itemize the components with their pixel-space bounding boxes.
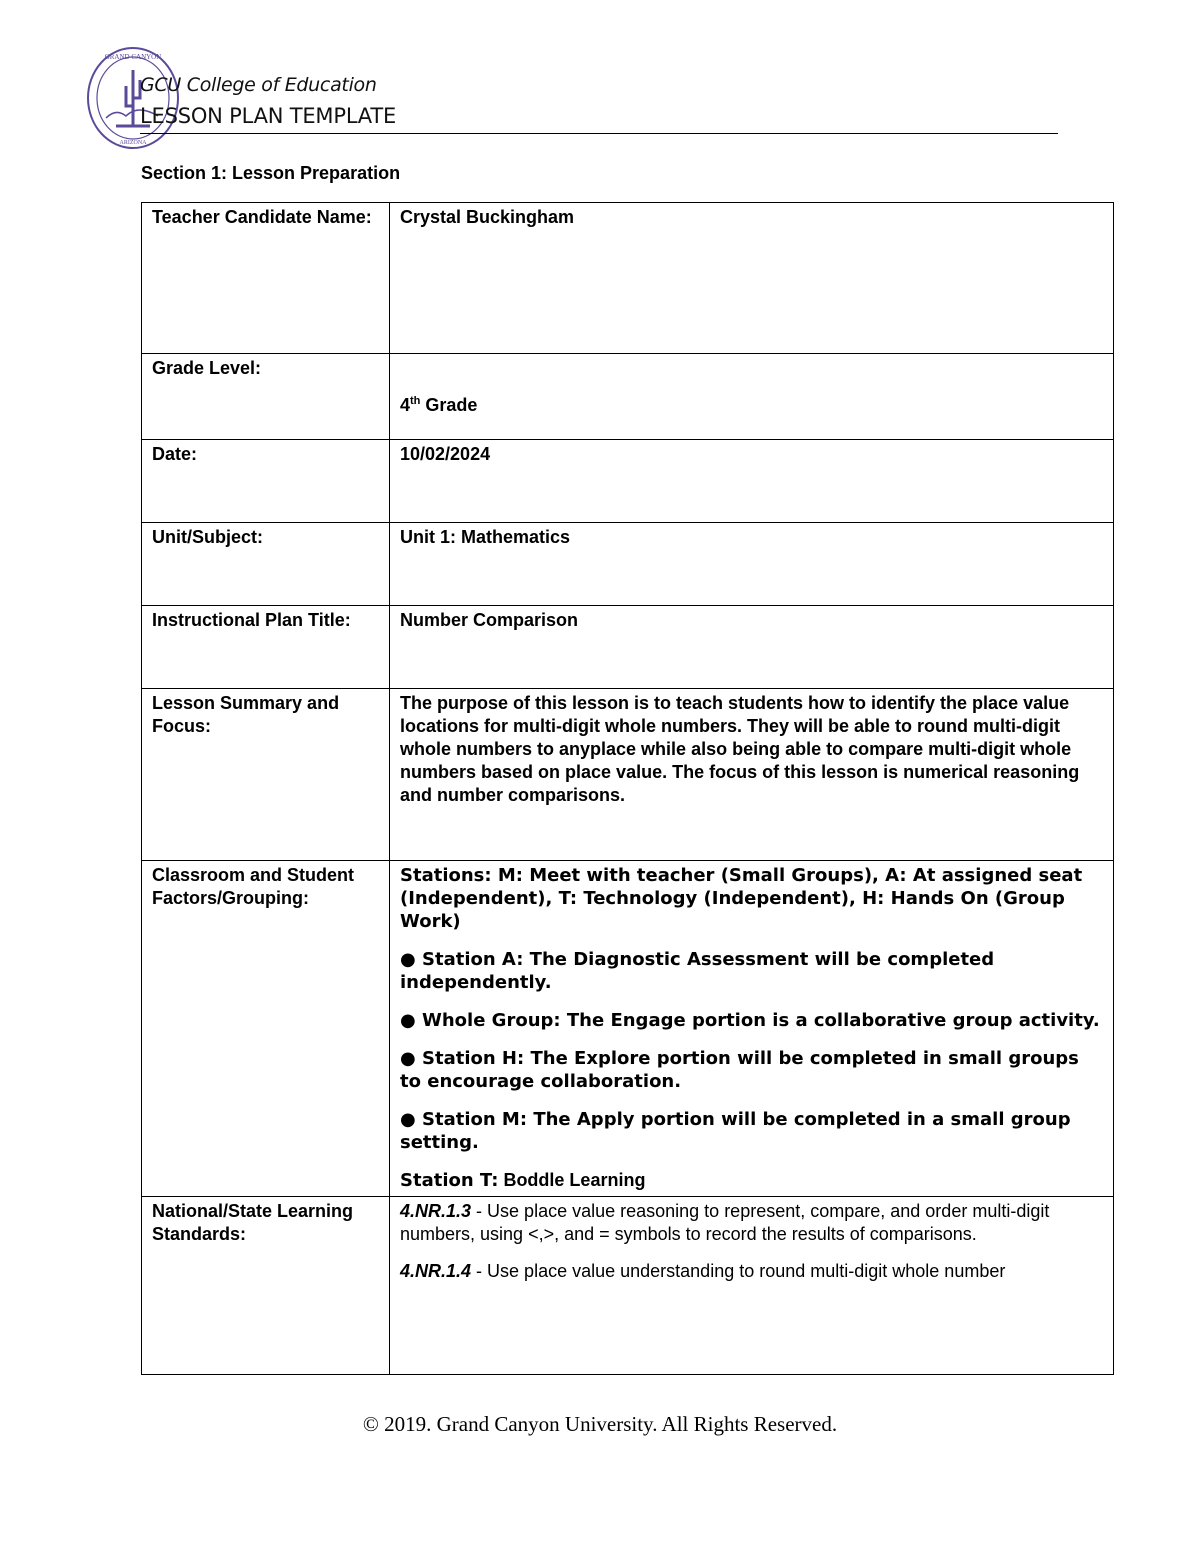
copyright-footer: © 2019. Grand Canyon University. All Rights Reserved. <box>362 1412 838 1436</box>
table-row-date <box>142 440 1114 523</box>
unit-label: Unit/Subject: <box>142 523 390 606</box>
lesson-plan-table <box>141 202 1114 1375</box>
table-row-summary <box>142 689 1114 861</box>
summary-label: Lesson Summary and Focus: <box>142 689 390 861</box>
grade-label: Grade Level: <box>142 354 390 440</box>
standard-item: 4.NR.1.4 - Use place value understanding to round multi-digit whole number <box>400 1261 1006 1281</box>
table-row-standards <box>142 1197 1114 1375</box>
section-heading: Section 1: Lesson Preparation <box>141 163 401 183</box>
university-seal-logo <box>86 46 180 150</box>
table-row-teacher <box>142 203 1114 354</box>
table-row-title <box>142 606 1114 689</box>
grade-value <box>390 354 1114 440</box>
title-label: Instructional Plan Title: <box>142 606 390 689</box>
standards-label: National/State Learning Standards: <box>142 1197 390 1375</box>
list-item: ● Station A: The Diagnostic Assessment will be completed independently. <box>400 949 995 993</box>
template-title: LESSON PLAN TEMPLATE <box>140 104 397 128</box>
college-name: GCU College of Education <box>140 74 377 96</box>
table-row-unit <box>142 523 1114 606</box>
table-row-grade <box>142 354 1114 440</box>
grouping-value <box>390 861 1114 1197</box>
date-label: Date: <box>142 440 390 523</box>
list-item: ● Station M: The Apply portion will be completed in a small group setting. <box>400 1109 1071 1153</box>
grade-suffix: th <box>410 395 421 407</box>
stations-intro: Stations: M: Meet with teacher (Small Groups), A: At assigned seat (Independent), T: Technology (Independent), H: Hands On (Group Work) <box>400 865 1083 932</box>
teacher-value: Crystal Buckingham <box>390 203 1114 354</box>
standard-item: 4.NR.1.3 - Use place value reasoning to represent, compare, and order multi-digit numbers, using <,>, and = symbols to record the results of comparisons. <box>400 1201 1050 1244</box>
teacher-label: Teacher Candidate Name: <box>142 203 390 354</box>
list-item: ● Whole Group: The Engage portion is a collaborative group activity. <box>400 1010 1100 1031</box>
table-row-grouping <box>142 861 1114 1197</box>
list-item: Station T: Boddle Learning <box>400 1170 646 1191</box>
grade-word: Grade <box>420 395 478 415</box>
grade-number: 4 <box>400 395 411 415</box>
standards-value <box>390 1197 1114 1375</box>
grouping-label: Classroom and Student Factors/Grouping: <box>142 861 390 1197</box>
title-value: Number Comparison <box>390 606 1114 689</box>
list-item: ● Station H: The Explore portion will be completed in small groups to encourage collaboration. <box>400 1048 1079 1092</box>
date-value: 10/02/2024 <box>390 440 1114 523</box>
unit-value: Unit 1: Mathematics <box>390 523 1114 606</box>
svg-text:ARIZONA: ARIZONA <box>119 140 147 146</box>
svg-text:GRAND CANYON: GRAND CANYON <box>104 53 162 61</box>
header-divider <box>140 133 1058 134</box>
summary-value: The purpose of this lesson is to teach students how to identify the place value locations for multi-digit whole numbers. They will be able to round multi-digit whole numbers to anyplace while also being able to compare multi-digit whole numbers based on place value. The focus of this lesson is numerical reasoning and number comparisons. <box>390 689 1114 861</box>
